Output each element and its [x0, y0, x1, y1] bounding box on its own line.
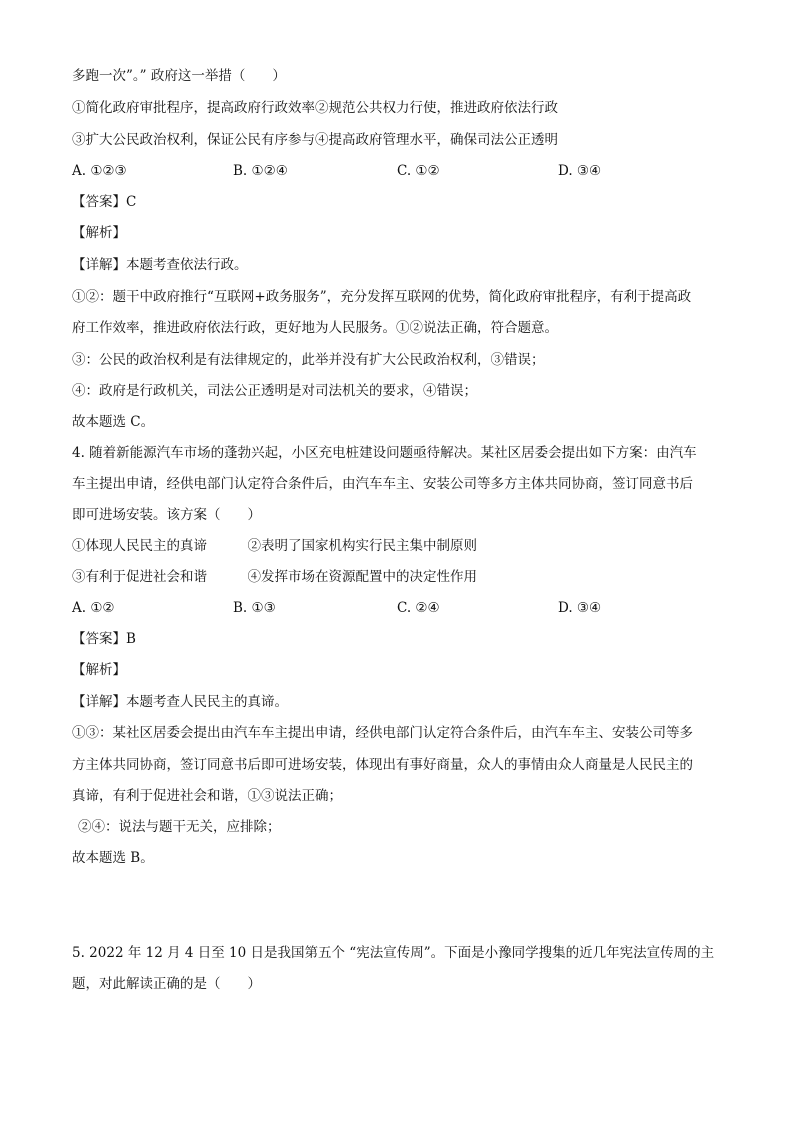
q3-option-c: C. ①②: [397, 163, 440, 179]
q3-choices-line-1: ①简化政府审批程序，提高政府行政效率②规范公共权力行使，推进政府依法行政: [72, 100, 558, 116]
q4-explanation-1-line-1: ①③：某社区居委会提出由汽车车主提出申请，经供电部门认定符合条件后，由汽车车主、安装公司等多: [72, 725, 693, 741]
q4-option-a: A. ①②: [72, 600, 115, 616]
q3-option-a: A. ①②③: [72, 163, 127, 179]
q3-conclusion: 故本题选 C。: [72, 414, 155, 430]
q4-option-d: D. ③④: [558, 600, 602, 616]
q3-explanation-2: ③：公民的政治权利是有法律规定的，此举并没有扩大公民政治权利，③错误；: [72, 352, 545, 368]
q4-conclusion: 故本题选 B。: [72, 850, 154, 866]
q4-stem-line-1: 4. 随着新能源汽车市场的蓬勃兴起，小区充电桩建设问题亟待解决。某社区居委会提出如下方案：由汽车: [72, 445, 697, 461]
q4-stem-line-3: 即可进场安装。该方案（ ）: [72, 507, 261, 523]
q4-option-c: C. ②④: [397, 600, 440, 616]
q4-choices-line-2: ③有利于促进社会和谐 ④发挥市场在资源配置中的决定性作用: [72, 569, 477, 585]
q4-explanation-1-line-2: 方主体共同协商，签订同意书后即可进场安装，体现出有事好商量，众人的事情由众人商量是人民民主的: [72, 757, 693, 773]
q3-analysis-label: 【解析】: [72, 225, 126, 241]
q3-explanation-1-line-1: ①②：题干中政府推行“互联网+政务服务”，充分发挥互联网的优势，简化政府审批程序，有利于提高政: [72, 289, 692, 305]
q3-explanation-1-line-2: 府工作效率，推进政府依法行政，更好地为人民服务。①②说法正确，符合题意。: [72, 320, 558, 336]
q4-option-b: B. ①③: [233, 600, 276, 616]
q3-answer: 【答案】C: [72, 194, 137, 210]
q3-explanation-3: ④：政府是行政机关，司法公正透明是对司法机关的要求，④错误；: [72, 383, 477, 399]
q3-option-b: B. ①②④: [233, 163, 288, 179]
q4-explanation-2: ②④：说法与题干无关，应排除；: [78, 819, 281, 835]
q4-choices-line-1: ①体现人民民主的真谛 ②表明了国家机构实行民主集中制原则: [72, 538, 477, 554]
q3-stem-tail: 多跑一次”。” 政府这一举措（ ）: [72, 68, 286, 84]
q3-detail: 【详解】本题考查依法行政。: [72, 257, 248, 273]
q3-option-d: D. ③④: [558, 163, 602, 179]
q4-answer: 【答案】B: [72, 631, 136, 647]
q4-stem-line-2: 车主提出申请，经供电部门认定符合条件后，由汽车车主、安装公司等多方主体共同协商，签订同意书后: [72, 476, 693, 492]
q5-stem-line-2: 题，对此解读正确的是（ ）: [72, 976, 261, 992]
q4-explanation-1-line-3: 真谛，有利于促进社会和谐，①③说法正确；: [72, 788, 342, 804]
q3-choices-line-2: ③扩大公民政治权利，保证公民有序参与④提高政府管理水平，确保司法公正透明: [72, 132, 558, 148]
q4-analysis-label: 【解析】: [72, 662, 126, 678]
q4-detail: 【详解】本题考查人民民主的真谛。: [72, 694, 288, 710]
q5-stem-line-1: 5. 2022 年 12 月 4 日至 10 日是我国第五个 “宪法宣传周”。下面是小豫同学搜集的近几年宪法宣传周的主: [72, 945, 715, 961]
